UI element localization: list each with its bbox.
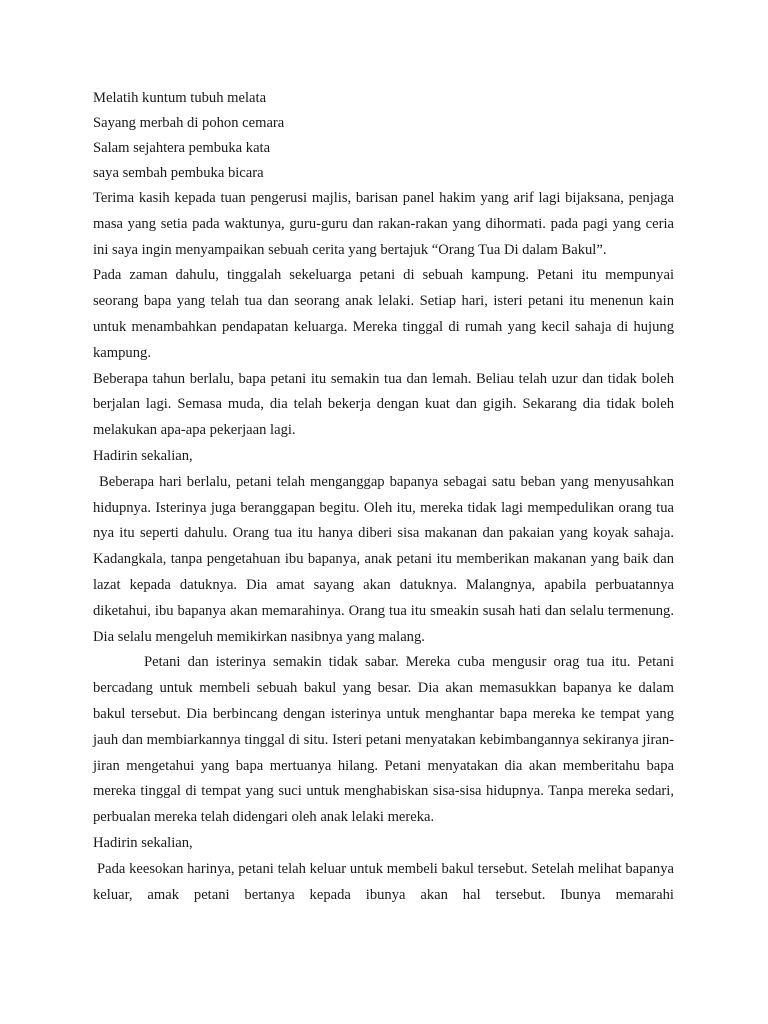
pantun-line: saya sembah pembuka bicara	[93, 165, 264, 181]
paragraph-burden: Beberapa hari berlalu, petani telah menganggap bapanya sebagai satu beban yang menyusahkan hidupnya. Isterinya juga beranggapan begitu. Oleh itu, mereka tidak lagi mempedulikan orang tua nya itu seperti dahulu. Orang tua itu hanya diberi sisa makanan dan pakaian yang koyak sahaja. Kadangkala, tanpa pengetahuan ibu bapanya, anak petani itu memberikan makanan yang baik dan lazat kepada datuknya. Dia amat sayang akan datuknya. Malangnya, apabila perbuatannya diketahui, ibu bapanya akan memarahinya. Orang tua itu smeakin susah hati dan selalu termenung. Dia selalu mengeluh memikirkan nasibnya yang malang.	[93, 473, 674, 645]
paragraph-farmer-family: Pada zaman dahulu, tinggalah sekeluarga petani di sebuah kampung. Petani itu mempunyai seorang bapa yang telah tua dan seorang anak lelaki. Setiap hari, isteri petani itu menenun kain untuk menambahkan pendapatan keluarga. Mereka tinggal di rumah yang kecil sahaja di hujung kampung.	[93, 267, 674, 361]
audience-greeting: Hadirin sekalian,	[93, 447, 193, 464]
pantun-line: Sayang merbah di pohon cemara	[93, 115, 285, 131]
paragraph-basket-plan: Petani dan isterinya semakin tidak sabar. Mereka cuba mengusir orag tua itu. Petani bercadang untuk membeli sebuah bakul yang besar. Dia akan memasukkan bapanya ke dalam bakul tersebut. Dia berbincang dengan isterinya untuk menghantar bapa mereka ke tempat yang jauh dan membiarkannya tinggal di situ. Isteri petani menyatakan kebimbangannya sekiranya jiran-jiran mengetahui yang bapa mertuanya hilang. Petani menyatakan dia akan memberitahu bapa mereka tinggal di tempat yang suci untuk menghabiskan sisa-sisa hidupnya. Tanpa mereka sedari, perbualan mereka telah didengari oleh anak lelaki mereka.	[93, 654, 674, 826]
audience-greeting: Hadirin sekalian,	[93, 834, 193, 851]
paragraph-greeting-thanks: Terima kasih kepada tuan pengerusi majlis, barisan panel hakim yang arif lagi bijaksana, penjaga masa yang setia pada waktunya, guru-guru dan rakan-rakan yang dihormati. pada pagi yang ceria ini saya ingin menyampaikan sebuah cerita yang bertajuk “Orang Tua Di dalam Bakul”.	[93, 190, 674, 258]
paragraph-father-aging: Beberapa tahun berlalu, bapa petani itu semakin tua dan lemah. Beliau telah uzur dan tidak boleh berjalan lagi. Semasa muda, dia telah bekerja dengan kuat dan gigih. Sekarang dia tidak boleh melakukan apa-apa pekerjaan lagi.	[93, 370, 674, 439]
pantun-verse	[93, 86, 674, 186]
pantun-line: Salam sejahtera pembuka kata	[93, 140, 271, 156]
document-page	[93, 86, 674, 908]
pantun-line: Melatih kuntum tubuh melata	[93, 90, 267, 106]
paragraph-next-day: Pada keesokan harinya, petani telah keluar untuk membeli bakul tersebut. Setelah melihat bapanya keluar, amak petani bertanya kepada ibunya akan hal tersebut. Ibunya memarahi	[93, 860, 674, 903]
